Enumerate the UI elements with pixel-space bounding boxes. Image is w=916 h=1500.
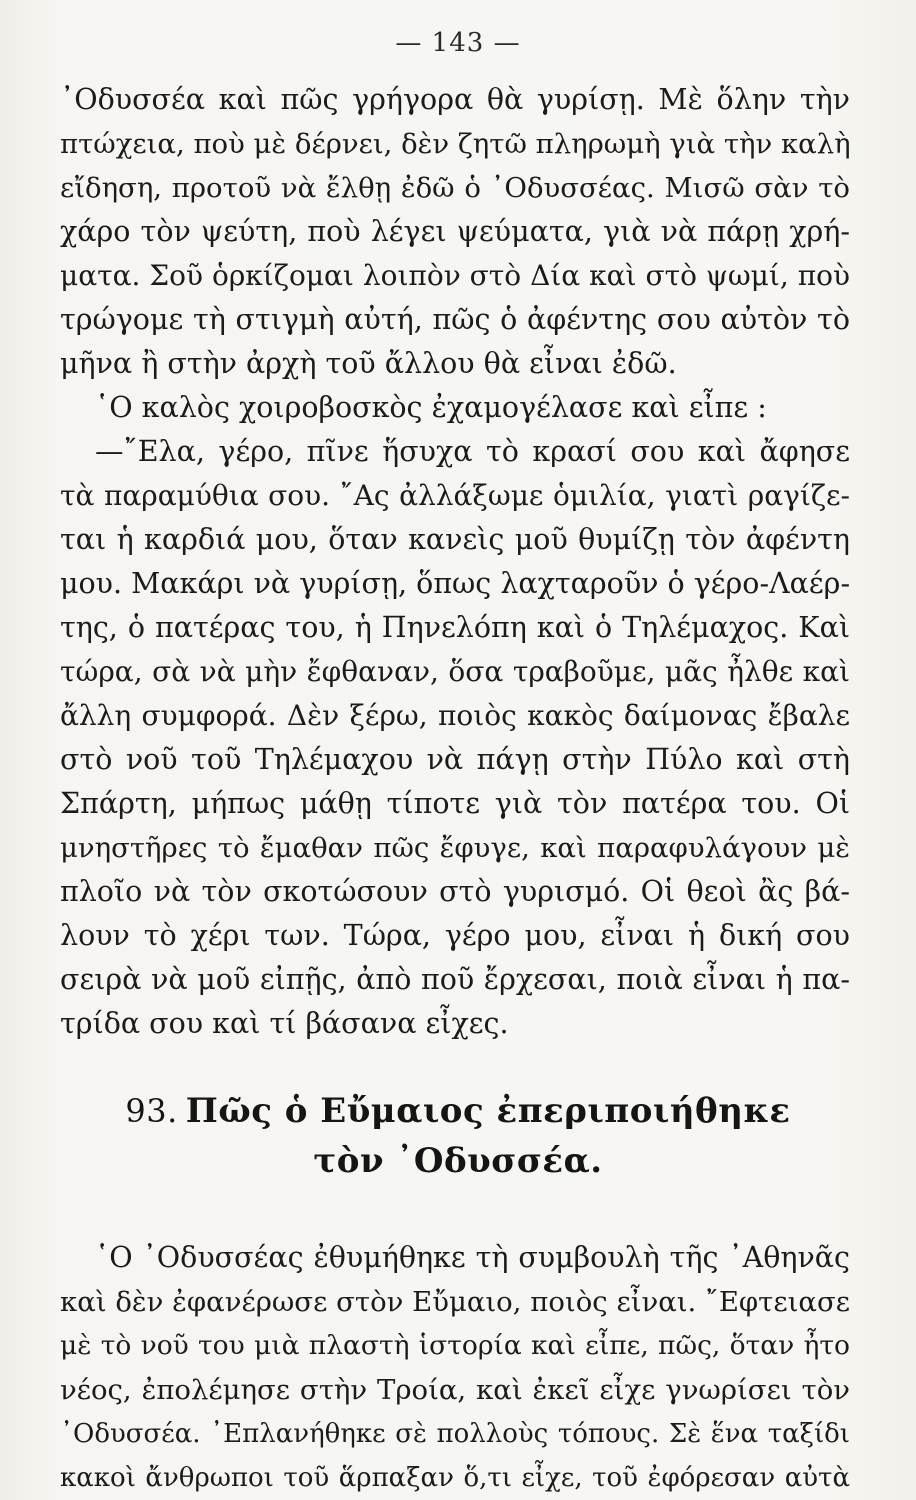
text-line: ματα. Σοῦ ὁρκίζομαι λοιπὸν στὸ Δία καὶ στὸ ψωμί, ποὺ [60, 259, 850, 292]
text-line: τώρα, σὰ νὰ μὴν ἔφθαναν, ὅσα τραβοῦμε, μᾶς ἦλθε καὶ [60, 655, 850, 688]
text-line: χάρο τὸν ψεύτη, ποὺ λέγει ψεύματα, γιὰ νὰ πάρῃ χρή- [60, 215, 850, 248]
section-heading [0, 1088, 916, 1134]
text-line: λουν τὸ χέρι των. Τώρα, γέρο μου, εἶναι ἡ δική σου [60, 919, 850, 952]
text-line: τὰ παραμύθια σου. ῎Ας ἀλλάξωμε ὁμιλία, γιατὶ ραγίζε- [60, 479, 850, 512]
section-title-line-1: Πῶς ὁ Εὔμαιος ἐπεριποιήθηκε [185, 1091, 791, 1131]
text-line: Σπάρτη, μήπως μάθῃ τίποτε γιὰ τὸν πατέρα του. Οἱ [60, 787, 850, 820]
section-title-line-2: τὸν ᾿Οδυσσέα. [313, 1141, 603, 1181]
text-line: μῆνα ἢ στὴν ἀρχὴ τοῦ ἄλλου θὰ εἶναι ἐδῶ. [60, 347, 677, 380]
text-line: της, ὁ πατέρας του, ἡ Πηνελόπη καὶ ὁ Τηλέμαχος. Καὶ [60, 611, 850, 644]
text-line: τρώγομε τὴ στιγμὴ αὐτή, πῶς ὁ ἀφέντης σου αὐτὸν τὸ [60, 303, 850, 336]
text-line: νέος, ἐπολέμησε στὴν Τροία, καὶ ἐκεῖ εἶχε γνωρίσει τὸν [60, 1374, 850, 1406]
text-line: —῎Ελα, γέρο, πῖνε ἥσυχα τὸ κρασί σου καὶ ἄφησε [95, 435, 850, 468]
text-line: εἴδηση, προτοῦ νὰ ἔλθῃ ἐδῶ ὁ ᾿Οδυσσέας. Μισῶ σὰν τὸ [60, 172, 850, 204]
text-line: ᾿Οδυσσέα. ᾿Επλανήθηκε σὲ πολλοὺς τόπους. Σὲ ἕνα ταξίδι [60, 1419, 850, 1449]
text-line: πτώχεια, ποὺ μὲ δέρνει, δὲν ζητῶ πληρωμὴ γιὰ τὴν καλὴ [60, 128, 851, 160]
section-number: 93. [125, 1092, 178, 1130]
text-line: μνηστῆρες τὸ ἔμαθαν πῶς ἔφυγε, καὶ παραφυλάγουν μὲ [60, 832, 850, 864]
text-line: ῾Ο καλὸς χοιροβοσκὸς ἐχαμογέλασε καὶ εἶπε : [95, 391, 767, 424]
text-line: τρίδα σου καὶ τί βάσανα εἶχες. [60, 1007, 509, 1040]
text-line: μὲ τὸ νοῦ του μιὰ πλαστὴ ἱστορία καὶ εἶπε, πῶς, ὅταν ἦτο [60, 1330, 850, 1361]
text-line: καὶ δὲν ἐφανέρωσε στὸν Εὔμαιο, ποιὸς εἶναι. ῎Εφτειασε [60, 1286, 850, 1318]
text-line: ται ἡ καρδιά μου, ὅταν κανεὶς μοῦ θυμίζῃ τὸν ἀφέντη [60, 523, 850, 556]
text-line: ἄλλη συμφορά. Δὲν ξέρω, ποιὸς κακὸς δαίμονας ἔβαλε [60, 699, 850, 732]
text-line: στὸ νοῦ τοῦ Τηλέμαχου νὰ πάγῃ στὴν Πύλο καὶ στὴ [60, 743, 850, 776]
text-line: πλοῖο νὰ τὸν σκοτώσουν στὸ γυρισμό. Οἱ θεοὶ ἂς βά- [60, 875, 850, 908]
text-line: ᾿Οδυσσέα καὶ πῶς γρήγορα θὰ γυρίσῃ. Μὲ ὅλην τὴν [60, 83, 850, 116]
text-line: σειρὰ νὰ μοῦ εἰπῇς, ἀπὸ ποῦ ἔρχεσαι, ποιὰ εἶναι ἡ πα- [60, 963, 850, 996]
text-line: ῾Ο ᾿Οδυσσέας ἐθυμήθηκε τὴ συμβουλὴ τῆς ᾿Αθηνᾶς [95, 1241, 850, 1274]
page-number: — 143 — [395, 28, 521, 58]
text-line: μου. Μακάρι νὰ γυρίσῃ, ὅπως λαχταροῦν ὁ γέρο-Λαέρ- [60, 567, 851, 600]
text-line: κακοὶ ἄνθρωποι τοῦ ἅρπαξαν ὅ,τι εἶχε, τοῦ ἐφόρεσαν αὐτὰ [60, 1463, 850, 1493]
